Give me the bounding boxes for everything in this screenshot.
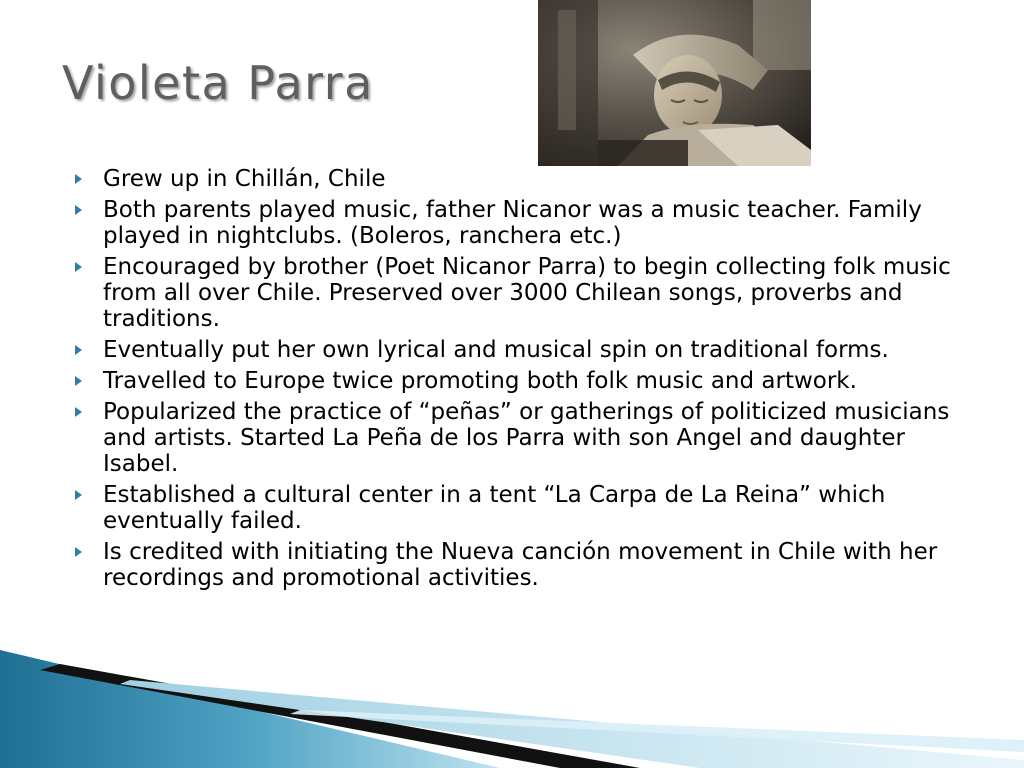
bullet-item (72, 482, 972, 534)
bullet-item (72, 539, 972, 591)
triangle-bullet-icon (75, 262, 82, 272)
portrait-photo (538, 0, 811, 166)
triangle-bullet-icon (75, 205, 82, 215)
decorative-swoosh (0, 640, 1024, 768)
bullet-item (72, 399, 972, 477)
triangle-bullet-icon (75, 547, 82, 557)
bullet-item (72, 368, 972, 394)
bullet-text: Popularized the practice of “peñas” or gatherings of politicized musicians and artists. Started La Peña de los Parra with son Angel and daughter Isabel. (103, 399, 950, 477)
bullet-list (72, 166, 972, 596)
bullet-item (72, 337, 972, 363)
bullet-item (72, 254, 972, 332)
bullet-text: Grew up in Chillán, Chile (103, 166, 386, 192)
bullet-item (72, 197, 972, 249)
bullet-text: Encouraged by brother (Poet Nicanor Parra) to begin collecting folk music from all over Chile. Preserved over 3000 Chilean songs, proverbs and traditions. (103, 254, 951, 332)
slide-title: Violeta Parra (62, 56, 374, 110)
triangle-bullet-icon (75, 407, 82, 417)
triangle-bullet-icon (75, 490, 82, 500)
triangle-bullet-icon (75, 345, 82, 355)
triangle-bullet-icon (75, 174, 82, 184)
bullet-text: Eventually put her own lyrical and musical spin on traditional forms. (103, 337, 889, 363)
bullet-text: Is credited with initiating the Nueva canción movement in Chile with her recordings and promotional activities. (103, 539, 938, 591)
triangle-bullet-icon (75, 376, 82, 386)
bullet-text: Travelled to Europe twice promoting both folk music and artwork. (103, 368, 857, 394)
bullet-text: Established a cultural center in a tent “La Carpa de La Reina” which eventually failed. (103, 482, 886, 534)
bullet-item (72, 166, 972, 192)
bullet-text: Both parents played music, father Nicanor was a music teacher. Family played in nightclubs. (Boleros, ranchera etc.) (103, 197, 922, 249)
